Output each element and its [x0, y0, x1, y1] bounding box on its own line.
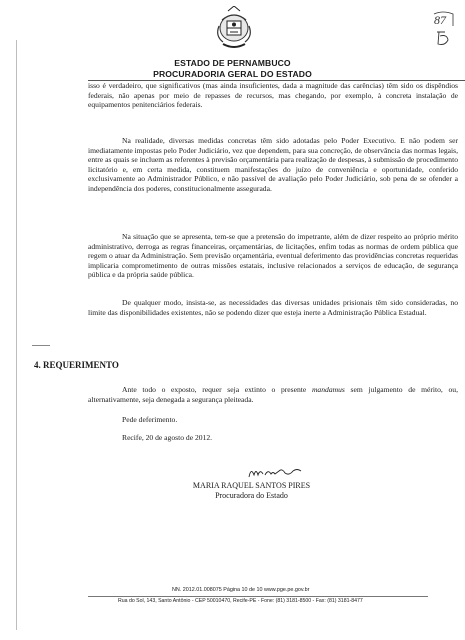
paragraph-request — [88, 385, 458, 404]
section-title: 4. REQUERIMENTO — [34, 360, 119, 370]
state-coat-of-arms-icon — [213, 6, 255, 54]
paragraph-3: Na situação que se apresenta, tem-se que a pretensão do impetrante, além de dizer respeito ao próprio mérito administrativo, derroga as regras financeiras, orçamentárias, de licitações, enfim todas as normas de ordem pública que regem o atuar da Administração. Sem previsão orçamentária, eventual deferimento das providências concretas requeridas implicaria comprometimento de outras missões estatais, inclusive relacionados a serviços de educação, de segurança pública e da própria saúde pública. — [88, 232, 458, 280]
signatory-role: Procuradora do Estado — [215, 491, 288, 500]
header-state: ESTADO DE PERNAMBUCO — [174, 58, 291, 68]
footer-reference: NN. 2012.01.008075 Página 10 de 10 www.pge.pe.gov.br — [172, 587, 310, 593]
paragraph-date: Recife, 20 de agosto de 2012. — [122, 433, 213, 442]
request-italic-term: mandamus — [311, 385, 345, 394]
handwritten-page-number — [431, 10, 457, 50]
margin-dash — [32, 345, 50, 346]
paragraph-4: De qualquer modo, insista-se, as necessidades das diversas unidades prisionais têm sido consideradas, no limite das disponibilidades existentes, não se podendo dizer que esteja inerte a Administração Pública Estadual. — [88, 298, 458, 317]
request-text-start: Ante todo o exposto, requer seja extinto o presente — [122, 385, 312, 394]
paragraph-1: isso é verdadeiro, que significativos (mas ainda insuficientes, dada a magnitude das carências) têm sido os dispêndios federais, não apenas por meio de repasses de recursos, mas chegando, por exemplo, à concreta instalação de equipamentos penitenciários federais. — [88, 81, 458, 110]
request-text-end: sem julgamento de mérito, ou, alternativamente, seja denegada a segurança pleiteada. — [88, 385, 458, 404]
footer-address: Rua do Sol, 143, Santo Antônio - CEP 50010470, Recife-PE - Fone: (81) 3181-8500 - Fax: (81) 3181-8477 — [118, 598, 363, 604]
paragraph-deferimento: Pede deferimento. — [122, 415, 178, 424]
left-margin-line — [16, 40, 17, 630]
paragraph-2: Na realidade, diversas medidas concretas têm sido adotadas pelo Poder Executivo. E não podem ser imediatamente impostas pelo Poder Judiciário, vez que dependem, para sua concreção, de observância das normas legais, entre as quais se incluem as referentes à previsão orçamentária para realização de despesas, à submissão de procedimento licitatório e, em certa medida, constituem manifestações do juízo de conveniência e oportunidade, conferido exclusivamente ao Administrador Público, e não passível de avaliação pelo Poder Judiciário, sob pena de se ofender a independência dos poderes, constitucionalmente assegurada. — [88, 136, 458, 193]
handwritten-signature — [245, 465, 305, 481]
signatory-name: MARIA RAQUEL SANTOS PIRES — [192, 481, 311, 490]
header-office: PROCURADORIA GERAL DO ESTADO — [153, 69, 312, 79]
footer-rule — [88, 596, 428, 597]
margin-note-number: 87 — [434, 13, 446, 27]
